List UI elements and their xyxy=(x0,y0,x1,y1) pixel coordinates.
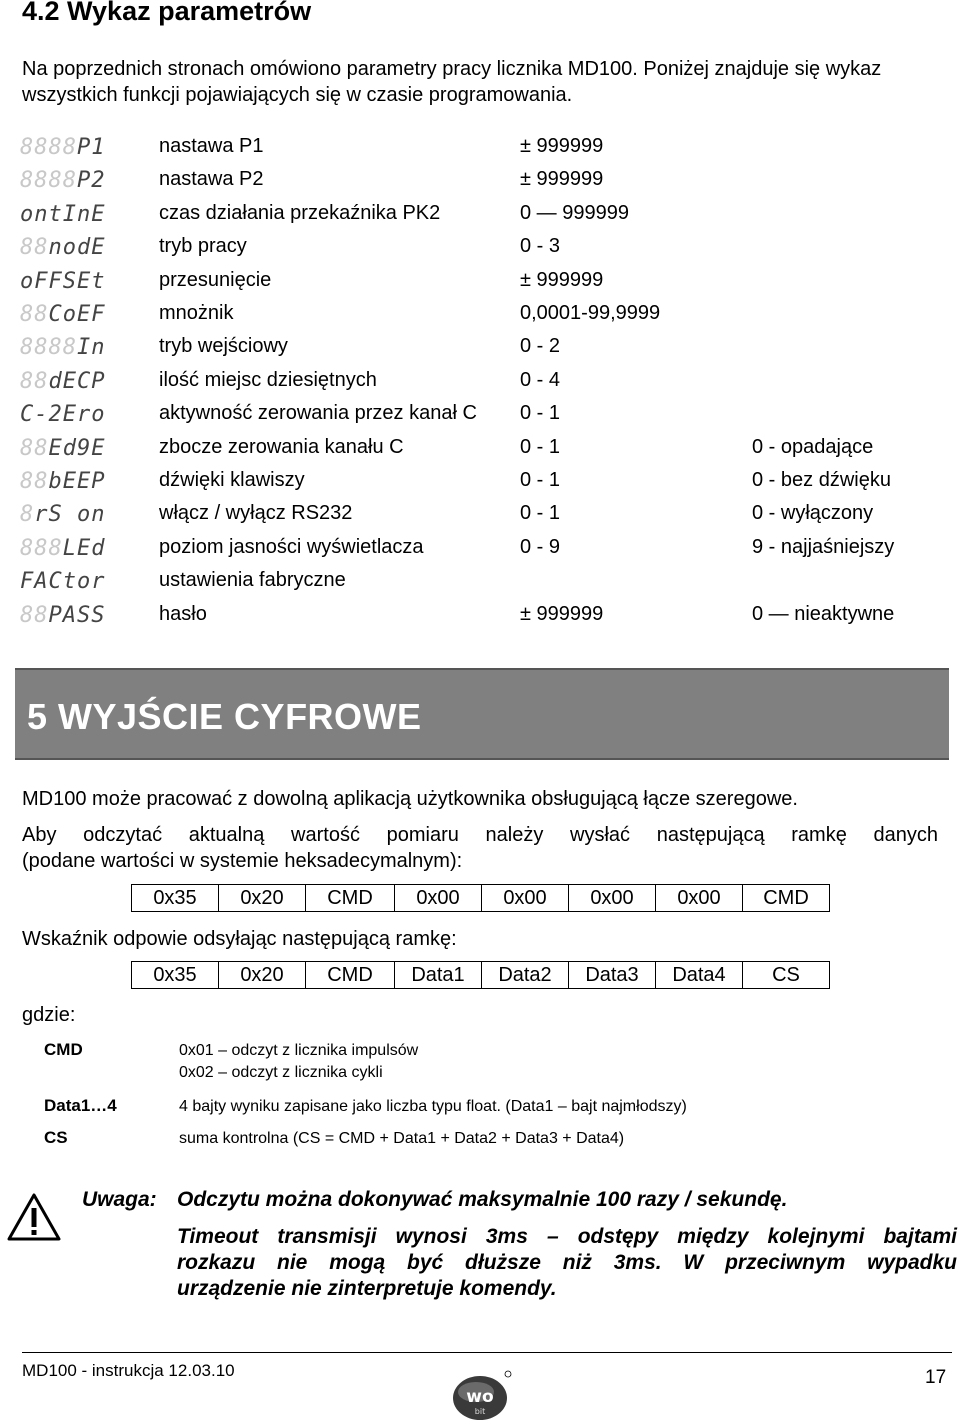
paragraph-request-line1: Aby odczytać aktualną wartość pomiaru należy wysłać następującą ramkę danych xyxy=(22,824,938,846)
where-label: gdzie: xyxy=(22,1004,76,1026)
parameter-row xyxy=(0,432,960,465)
response-frame-byte: CS xyxy=(743,962,830,989)
parameter-name: przesunięcie xyxy=(159,268,272,291)
seven-segment-code: 8rS on xyxy=(20,503,106,528)
parameter-range: 0 - 1 xyxy=(520,502,561,525)
request-frame-byte: 0x00 xyxy=(656,885,743,912)
response-frame-byte: 0x35 xyxy=(132,962,219,989)
def-data-label: Data1…4 xyxy=(44,1096,117,1115)
wobit-logo xyxy=(446,1370,516,1427)
parameter-name: nastawa P2 xyxy=(159,168,264,191)
seven-segment-code: 8888P2 xyxy=(20,169,106,194)
parameter-name: aktywność zerowania przez kanał C xyxy=(159,402,477,425)
parameter-range: 0 - 1 xyxy=(520,435,561,458)
page-number: 17 xyxy=(925,1367,947,1388)
def-data-desc: 4 bajty wyniku zapisane jako liczba typu float. (Data1 – bajt najmłodszy) xyxy=(179,1098,687,1115)
response-frame-byte: 0x20 xyxy=(219,962,306,989)
parameter-note: 0 - bez dźwięku xyxy=(752,469,891,491)
section-title: 4.2 Wykaz parametrów xyxy=(22,0,312,26)
response-frame-byte: Data2 xyxy=(482,962,569,989)
parameter-row xyxy=(0,565,960,598)
parameter-row xyxy=(0,331,960,364)
parameter-row xyxy=(0,532,960,565)
response-frame-table xyxy=(131,961,830,989)
warning-line3: rozkazu nie mogą być dłuższe niż 3ms. W przeciwnym wypadku xyxy=(177,1251,957,1274)
seven-segment-code: FACtor xyxy=(20,570,106,595)
warning-line2: Timeout transmisji wynosi 3ms – odstępy między kolejnymi bajtami xyxy=(177,1225,957,1248)
warning-line1: Odczytu można dokonywać maksymalnie 100 razy / sekundę. xyxy=(177,1188,788,1211)
request-frame-byte: 0x35 xyxy=(132,885,219,912)
request-frame-byte: CMD xyxy=(306,885,395,912)
parameter-name: ilość miejsc dziesiętnych xyxy=(159,368,377,391)
seven-segment-code: 88Ed9E xyxy=(20,436,106,461)
parameter-row xyxy=(0,164,960,197)
parameter-range: 0 - 3 xyxy=(520,235,561,258)
def-cs-desc: suma kontrolna (CS = CMD + Data1 + Data2 + Data3 + Data4) xyxy=(179,1130,625,1147)
banner-title: 5 WYJŚCIE CYFROWE xyxy=(27,696,422,737)
parameter-note: 9 - najjaśniejszy xyxy=(752,535,895,558)
parameter-name: ustawienia fabryczne xyxy=(159,569,346,592)
parameter-name: nastawa P1 xyxy=(159,135,264,157)
parameter-row xyxy=(0,298,960,331)
def-cmd-desc1: 0x01 – odczyt z licznika impulsów xyxy=(179,1042,419,1059)
request-frame-byte: CMD xyxy=(743,885,830,912)
parameter-name: włącz / wyłącz RS232 xyxy=(159,502,353,525)
warning-triangle-icon xyxy=(6,1192,62,1247)
response-frame-byte: Data3 xyxy=(569,962,656,989)
response-frame-byte: CMD xyxy=(306,962,395,989)
parameter-range: 0 - 2 xyxy=(520,335,561,358)
parameter-row xyxy=(0,231,960,264)
request-frame-byte: 0x20 xyxy=(219,885,306,912)
seven-segment-code: 8888In xyxy=(20,336,106,361)
parameter-name: hasło xyxy=(159,602,207,625)
parameter-range: 0,0001-99,9999 xyxy=(520,302,661,324)
parameter-name: zbocze zerowania kanału C xyxy=(159,435,404,458)
paragraph-serial: MD100 może pracować z dowolną aplikacją użytkownika obsługującą łącze szeregowe. xyxy=(22,788,798,810)
seven-segment-code: 88PASS xyxy=(20,603,106,628)
parameter-row xyxy=(0,398,960,431)
parameter-range: ± 999999 xyxy=(520,168,604,191)
section-banner xyxy=(15,668,949,760)
parameter-note: 0 - wyłączony xyxy=(752,502,874,525)
parameter-row xyxy=(0,198,960,231)
request-frame-byte: 0x00 xyxy=(569,885,656,912)
parameter-name: mnożnik xyxy=(159,302,234,324)
parameter-name: poziom jasności wyświetlacza xyxy=(159,535,424,558)
def-cs-label: CS xyxy=(44,1128,68,1147)
seven-segment-code: 88nodE xyxy=(20,236,106,261)
svg-text:wo: wo xyxy=(466,1387,494,1407)
footer-rule xyxy=(22,1352,952,1353)
parameter-row xyxy=(0,498,960,531)
parameter-range: ± 999999 xyxy=(520,268,604,291)
parameter-name: tryb pracy xyxy=(159,235,247,258)
parameter-range: 0 - 1 xyxy=(520,469,561,491)
def-cmd-label: CMD xyxy=(44,1040,83,1059)
request-frame-byte: 0x00 xyxy=(482,885,569,912)
parameter-row xyxy=(0,599,960,632)
seven-segment-code: 88dECP xyxy=(20,369,106,394)
parameter-row xyxy=(0,131,960,164)
parameter-row xyxy=(0,265,960,298)
def-cmd-desc2: 0x02 – odczyt z licznika cykli xyxy=(179,1064,383,1081)
parameter-name: tryb wejściowy xyxy=(159,335,288,358)
parameter-note: 0 — nieaktywne xyxy=(752,602,895,625)
seven-segment-code: 8888P1 xyxy=(20,136,106,160)
warning-line4: urządzenie nie zinterpretuje komendy. xyxy=(177,1277,557,1300)
parameter-range: ± 999999 xyxy=(520,135,604,157)
parameter-row xyxy=(0,365,960,398)
parameter-name: dźwięki klawiszy xyxy=(159,469,305,491)
request-frame-table xyxy=(131,884,830,912)
request-frame-byte: 0x00 xyxy=(395,885,482,912)
response-frame-byte: Data1 xyxy=(395,962,482,989)
response-intro: Wskaźnik odpowie odsyłając następującą ramkę: xyxy=(22,928,457,950)
parameter-row xyxy=(0,465,960,498)
intro-paragraph: Na poprzednich stronach omówiono parametry pracy licznika MD100. Poniżej znajduje się wykaz wszystkich funkcji pojawiających się w czasie programowania. xyxy=(22,58,882,106)
seven-segment-code: ontInE xyxy=(20,202,106,227)
parameter-range: 0 - 4 xyxy=(520,368,561,391)
footer-doc-title: MD100 - instrukcja 12.03.10 xyxy=(22,1361,235,1380)
parameter-range: 0 - 1 xyxy=(520,402,561,425)
parameter-range: ± 999999 xyxy=(520,602,604,625)
parameter-range: 0 — 999999 xyxy=(520,201,629,224)
seven-segment-code: C-2Ero xyxy=(20,403,106,428)
response-frame-byte: Data4 xyxy=(656,962,743,989)
seven-segment-code: 888LEd xyxy=(20,536,106,561)
parameter-range: 0 - 9 xyxy=(520,535,561,558)
parameter-note: 0 - opadające xyxy=(752,435,874,458)
seven-segment-code: oFFSEt xyxy=(20,269,106,294)
seven-segment-code: 88bEEP xyxy=(20,470,106,494)
warning-label: Uwaga: xyxy=(82,1188,157,1211)
svg-text:bit: bit xyxy=(474,1407,486,1416)
paragraph-request-line2: (podane wartości w systemie heksadecymalnym): xyxy=(22,850,463,872)
seven-segment-code: 88CoEF xyxy=(20,303,106,327)
parameter-name: czas działania przekaźnika PK2 xyxy=(159,201,441,224)
